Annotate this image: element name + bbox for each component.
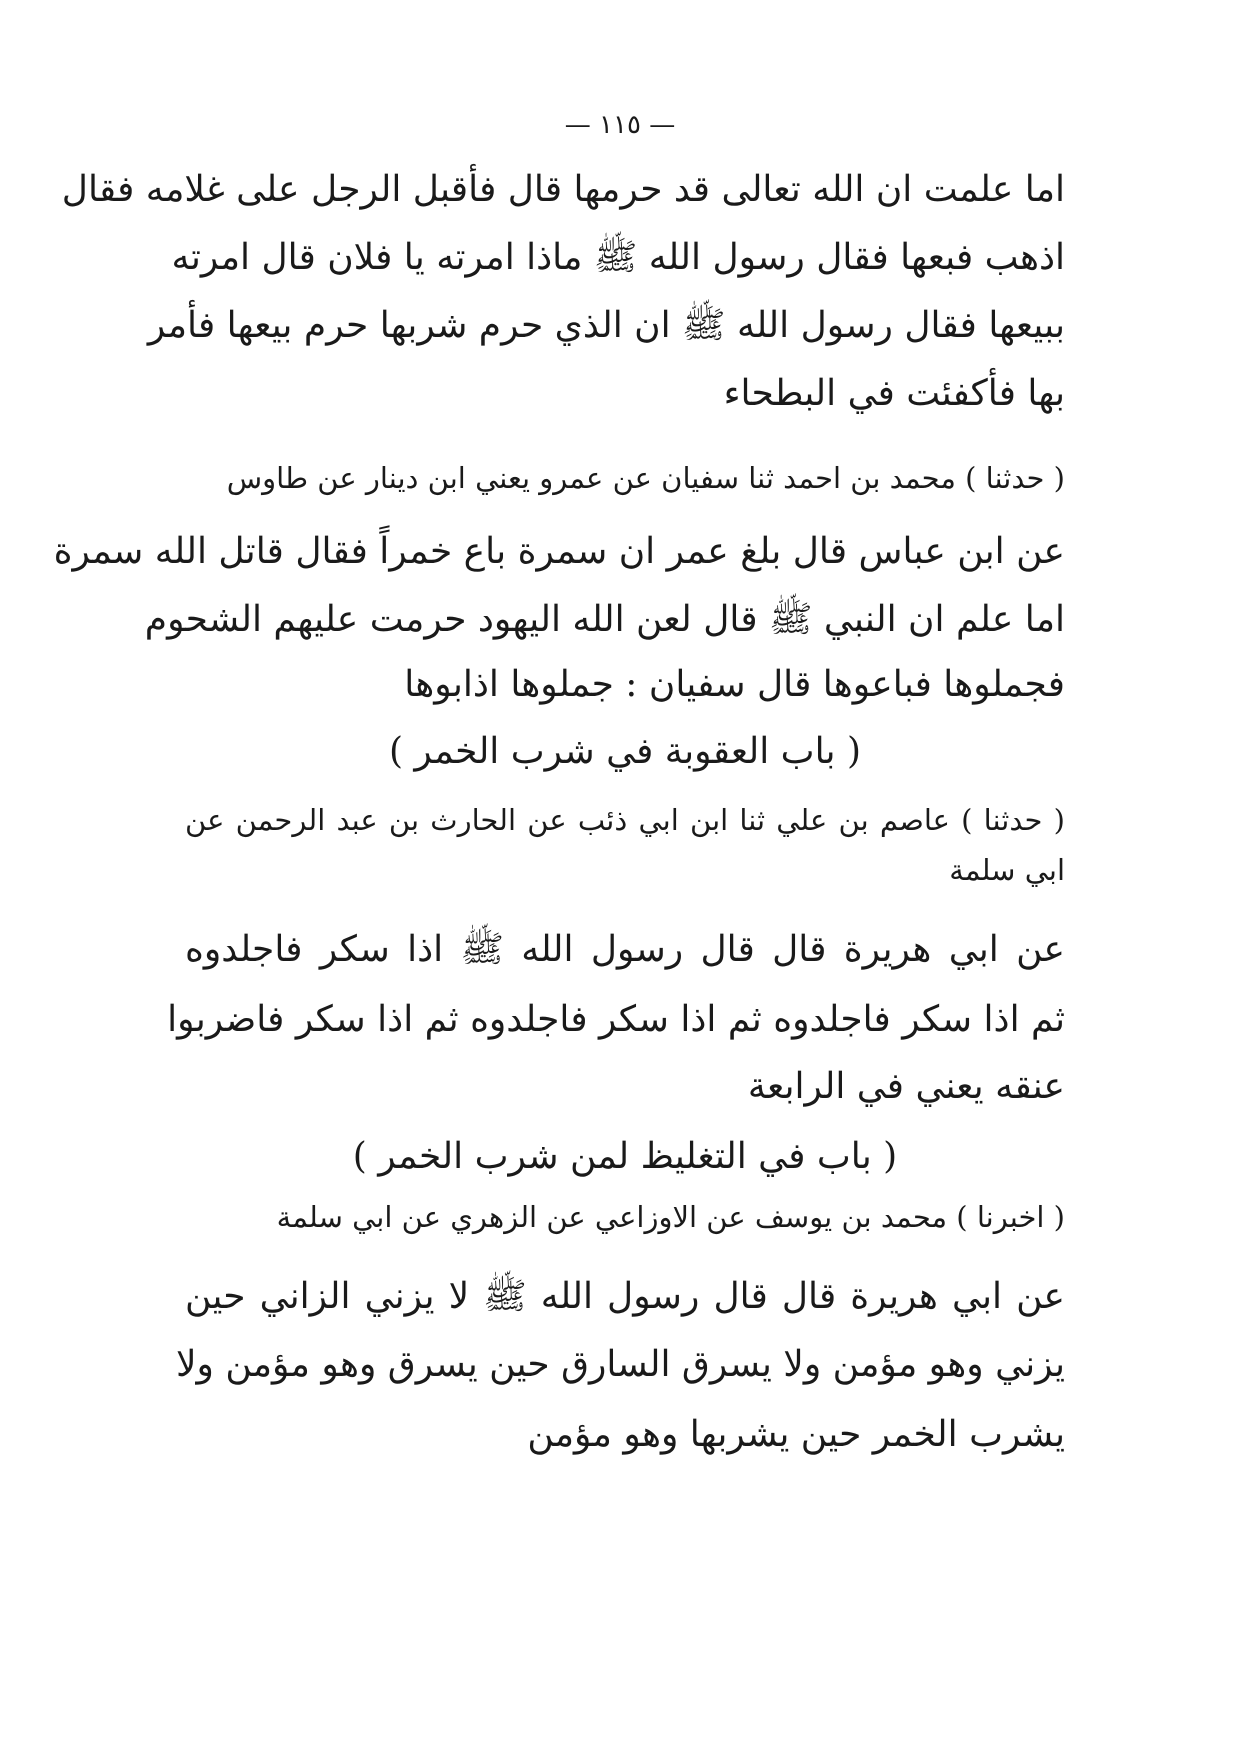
paragraph-line: اما علمت ان الله تعالى قد حرمها قال فأقبل الرجل على غلامه فقال — [61, 169, 1065, 210]
paragraph-line: ببيعها فقال رسول الله ﷺ ان الذي حرم شربها حرم بيعها فأمر — [147, 305, 1065, 346]
paragraph-line: اذهب فبعها فقال رسول الله ﷺ ماذا امرته يا فلان قال امرته — [171, 237, 1065, 278]
chapter-heading: ( باب في التغليظ لمن شرب الخمر ) — [352, 1136, 898, 1177]
matn-line: عنقه يعني في الرابعة — [747, 1066, 1065, 1107]
matn-line: فجملوها فباعوها قال سفيان : جملوها اذابوها — [404, 664, 1065, 705]
matn-line: يزني وهو مؤمن ولا يسرق السارق حين يسرق وهو مؤمن ولا — [176, 1344, 1065, 1385]
matn-line: يشرب الخمر حين يشربها وهو مؤمن — [527, 1414, 1065, 1455]
page-number: — ١١٥ — — [564, 110, 676, 140]
matn-line: عن ابي هريرة قال قال رسول الله ﷺ لا يزني الزاني حين — [185, 1276, 1065, 1317]
isnad-line: ( حدثنا ) عاصم بن علي ثنا ابن ابي ذئب عن الحارث بن عبد الرحمن عن — [185, 803, 1065, 837]
chapter-heading: ( باب العقوبة في شرب الخمر ) — [388, 731, 862, 772]
matn-line: عن ابن عباس قال بلغ عمر ان سمرة باع خمراً فقال قاتل الله سمرة — [53, 531, 1065, 572]
isnad-line: ( اخبرنا ) محمد بن يوسف عن الاوزاعي عن الزهري عن ابي سلمة — [276, 1200, 1065, 1234]
isnad-line: ابي سلمة — [949, 853, 1065, 887]
paragraph-line: بها فأكفئت في البطحاء — [723, 373, 1065, 414]
matn-line: عن ابي هريرة قال قال رسول الله ﷺ اذا سكر فاجلدوه — [185, 929, 1065, 970]
isnad-line: ( حدثنا ) محمد بن احمد ثنا سفيان عن عمرو يعني ابن دينار عن طاوس — [226, 461, 1065, 495]
matn-line: اما علم ان النبي ﷺ قال لعن الله اليهود حرمت عليهم الشحوم — [144, 599, 1065, 640]
matn-line: ثم اذا سكر فاجلدوه ثم اذا سكر فاجلدوه ثم اذا سكر فاضربوا — [167, 999, 1065, 1040]
